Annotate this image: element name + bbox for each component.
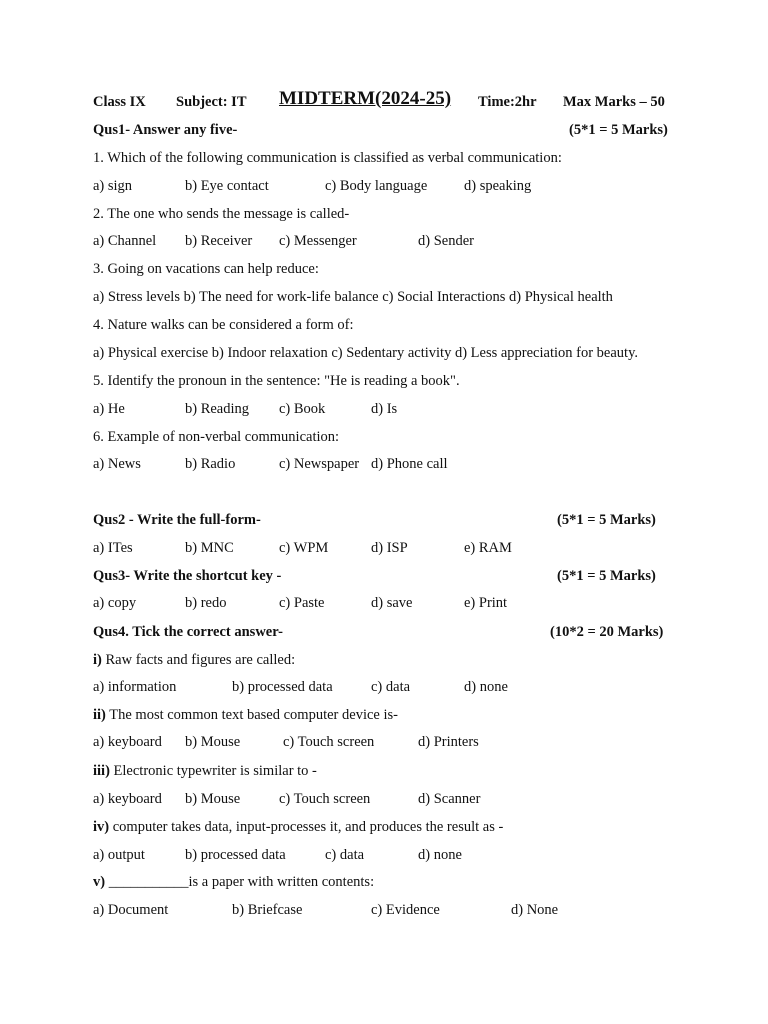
q1-question-1: 1. Which of the following communication is classified as verbal communication: [93,150,562,166]
option: d) Phone call [371,456,448,472]
option: c) Touch screen [279,791,371,807]
q2-heading: Qus2 - Write the full-form- [93,512,261,528]
option: c) data [371,679,411,695]
q4-options-1 [0,678,768,696]
option: c) Paste [279,595,325,611]
q4-heading: Qus4. Tick the correct answer- [93,624,283,640]
option: a) News [93,456,141,472]
option: b) Mouse [185,791,241,807]
question-text: computer takes data, input-processes it, and produces the result as - [109,819,504,835]
q4-question-4 [93,818,503,836]
question-number: iii) [93,763,110,779]
option: d) Scanner [418,791,481,807]
question-number: iv) [93,819,110,835]
q4-options-2 [0,733,768,751]
q1-options-4: a) Physical exercise b) Indoor relaxation c) Sedentary activity d) Less appreciation for beauty. [93,345,639,361]
q4-question-3 [93,762,317,780]
option: b) Receiver [185,233,253,249]
q1-question-3: 3. Going on vacations can help reduce: [93,261,319,277]
q1-options-5 [0,400,768,418]
q1-question-5: 5. Identify the pronoun in the sentence: "He is reading a book". [93,373,460,389]
q3-options [0,594,768,612]
time-label: Time:2hr [478,94,537,110]
option: a) Document [93,902,169,918]
option: d) ISP [371,540,408,556]
option: c) Touch screen [283,734,375,750]
question-text: Raw facts and figures are called: [101,652,296,668]
max-marks-label: Max Marks – 50 [563,94,665,110]
option: a) keyboard [93,734,162,750]
option: c) Newspaper [279,456,360,472]
q1-options-1 [0,177,768,195]
q4-marks: (10*2 = 20 Marks) [550,624,664,640]
option: d) None [511,902,559,918]
q4-options-3 [0,790,768,808]
q4-question-2 [93,706,398,724]
option: c) Evidence [371,902,440,918]
option: d) none [418,847,462,863]
option: a) sign [93,178,133,194]
option: b) processed data [185,847,286,863]
q4-question-1 [93,651,295,669]
q2-marks: (5*1 = 5 Marks) [557,512,656,528]
option: b) processed data [232,679,333,695]
option: b) Mouse [185,734,241,750]
q3-heading: Qus3- Write the shortcut key - [93,568,282,584]
option: d) Is [371,401,398,417]
q4-question-5 [93,873,374,891]
option: b) MNC [185,540,234,556]
exam-title: MIDTERM(2024-25) [279,88,452,109]
subject-label: Subject: IT [176,94,247,110]
question-text: The most common text based computer device is- [105,707,398,723]
option: c) Body language [325,178,428,194]
q1-marks: (5*1 = 5 Marks) [569,122,668,138]
option: d) none [464,679,508,695]
question-number: ii) [93,707,106,723]
question-number: i) [93,652,102,668]
option: b) Radio [185,456,236,472]
question-text: ___________is a paper with written contents: [105,874,375,890]
q1-heading: Qus1- Answer any five- [93,122,238,138]
option: e) RAM [464,540,512,556]
q1-options-6 [0,455,768,473]
q1-question-6: 6. Example of non-verbal communication: [93,429,340,445]
q1-options-2 [0,232,768,250]
q3-marks: (5*1 = 5 Marks) [557,568,656,584]
class-label: Class IX [93,94,146,110]
option: a) Channel [93,233,157,249]
option: c) Book [279,401,326,417]
q1-options-3: a) Stress levels b) The need for work-life balance c) Social Interactions d) Physical health [93,289,613,305]
q4-options-4 [0,846,768,864]
option: a) ITes [93,540,133,556]
option: c) Messenger [279,233,357,249]
q1-question-2: 2. The one who sends the message is called- [93,206,350,222]
option: b) Eye contact [185,178,269,194]
option: a) keyboard [93,791,162,807]
option: a) copy [93,595,137,611]
option: a) He [93,401,125,417]
option: d) Printers [418,734,479,750]
option: d) Sender [418,233,474,249]
question-text: Electronic typewriter is similar to - [109,763,317,779]
option: c) WPM [279,540,329,556]
option: c) data [325,847,365,863]
option: d) save [371,595,413,611]
q4-options-5 [0,901,768,919]
question-number: v) [93,874,106,890]
option: e) Print [464,595,508,611]
option: b) redo [185,595,227,611]
q2-options [0,539,768,557]
option: b) Briefcase [232,902,303,918]
option: a) information [93,679,177,695]
q1-question-4: 4. Nature walks can be considered a form of: [93,317,354,333]
option: a) output [93,847,145,863]
option: d) speaking [464,178,532,194]
option: b) Reading [185,401,250,417]
